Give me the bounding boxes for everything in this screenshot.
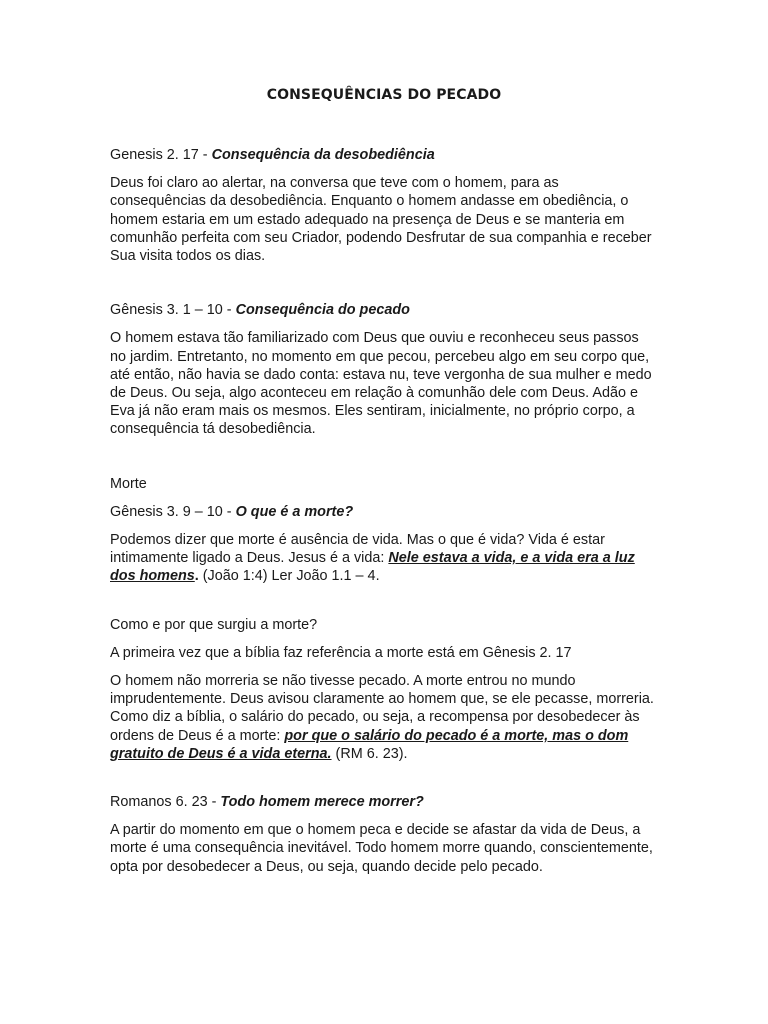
paragraph-text: O homem não morreria se não tivesse pecado. A morte entrou no mundo imprudentemente. Deus avisou claramente ao homem que, se ele pecasse, morreria. Como diz a bíblia, o salário do pecado, ou seja, a recompensa por desobedecer às ordens de Deus é a morte:: [110, 673, 654, 744]
paragraph-sin: O homem estava tão familiarizado com Deus que ouviu e reconheceu seus passos no jardim. Entretanto, no momento em que pecou, percebeu algo em seu corpo que, até então, não havia se dado conta: estava nu, teve vergonha de sua mulher e medo de Deus. Ou seja, algo aconteceu em relação à comunhão dele com Deus. Adão e Eva já não eram mais os mesmos. Eles sentiram, inicialmente, no próprio corpo, a consequência tá desobediência.: [110, 330, 652, 438]
scripture-reference: Gênesis 3. 1 – 10 -: [110, 302, 236, 319]
paragraph-text-end: (RM 6. 23).: [331, 745, 408, 762]
paragraph-death-entered: [110, 672, 658, 763]
scripture-reference: Genesis 2. 17 -: [110, 147, 212, 163]
paragraph-every-man: A partir do momento em que o homem peca e decide se afastar da vida de Deus, a morte é uma consequência inevitável. Todo homem morre quando, conscientemente, opta por desobedecer a Deus, ou seja, quando decide pelo pecado.: [110, 822, 653, 875]
section-topic: O que é a morte?: [235, 503, 354, 520]
paragraph-first-reference: A primeira vez que a bíblia faz referência a morte está em Gênesis 2. 17: [110, 644, 572, 661]
scripture-reference: Gênesis 3. 9 – 10 -: [110, 503, 236, 520]
document-body: [110, 146, 658, 876]
scripture-reference: Romanos 6. 23 -: [110, 794, 221, 811]
section-heading-genesis-3-9-10: [110, 503, 658, 521]
section-heading-genesis-3-1-10: [110, 301, 658, 319]
section-topic: Consequência do pecado: [235, 302, 410, 319]
section-label-morte: Morte: [110, 475, 147, 492]
paragraph-what-is-death: [110, 531, 658, 586]
section-heading-genesis-2-17: [110, 146, 658, 164]
section-question-origin-of-death: Como e por que surgiu a morte?: [110, 616, 318, 633]
section-topic: Consequência da desobediência: [211, 147, 435, 163]
paragraph-disobedience: Deus foi claro ao alertar, na conversa que teve com o homem, para as consequências da desobediência. Enquanto o homem andasse em obediência, o homem estaria em um estado adequado na presença de Deus e se manteria em comunhão perfeita com seu Criador, podendo Desfrutar de sua companhia e receber Sua visita todos os dias.: [110, 175, 652, 265]
paragraph-text: Podemos dizer que morte é ausência de vida. Mas o que é vida? Vida é estar intimamente ligado a Deus. Jesus é a vida:: [110, 532, 605, 567]
quote-john-1-4: Nele estava a vida, e a vida era a luz dos homens: [110, 550, 635, 585]
quote-period: .: [194, 568, 199, 585]
page-title: CONSEQUÊNCIAS DO PECADO: [266, 87, 502, 103]
section-topic: Todo homem merece morrer?: [220, 794, 424, 811]
paragraph-text-end: (João 1:4) Ler João 1.1 – 4.: [198, 568, 380, 585]
quote-romans-6-23: por que o salário do pecado é a morte, mas o dom gratuito de Deus é a vida eterna.: [110, 727, 629, 762]
section-heading-romans-6-23: [110, 793, 658, 811]
